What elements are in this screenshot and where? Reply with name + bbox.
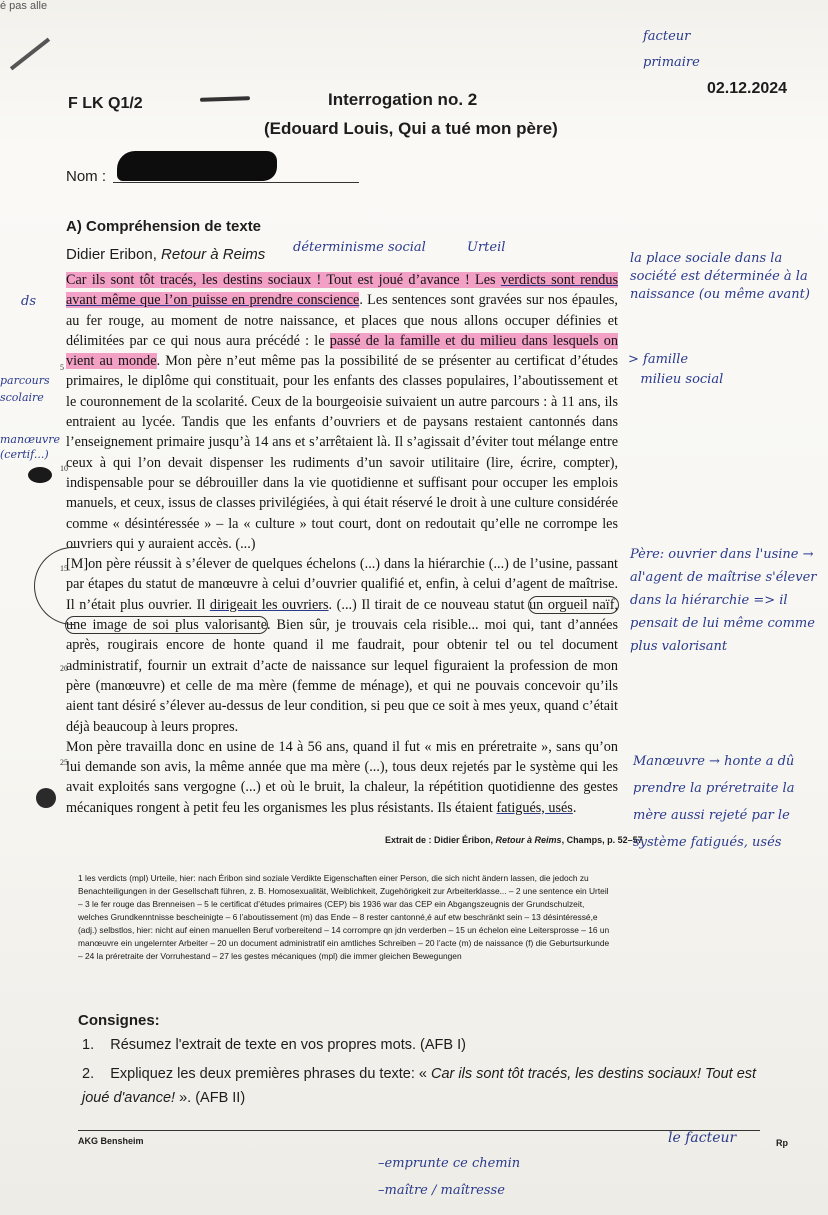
page-title: Interrogation no. 2 xyxy=(328,90,478,109)
vocabulary-notes: 1 les verdicts (mpl) Urteile, hier: nach Éribon sind soziale Verdikte Eigenschaften einer Person, die sich nicht ändern lassen, die jedoch zu Benachteiligungen in der Gesellschaft führen, z. B. Homosexualität, Weiblichkeit, Zugehörigkeit zur Arbeiterklasse... – 2 une sentence ein Urteil – 3 le fer rouge das Brenneisen – 5 le certificat d’études primaires (CEP) bis 1936 war das CEP ein Abgangszeugnis der Grundschulzeit, welches Grundkenntnisse bescheinigte – 6 l’aboutissement (m) das Ende – 8 rester cantonné,é auf etw beschränkt sein – 13 désintéressé,e (adj.) selbstlos, hier: nicht auf einen manuellen Beruf vorbereitend – 14 corrompre qn jdn verderben – 15 un échelon eine Leitersprosse – 16 un manœuvre ein ungelernter Arbeiter – 20 un document administratif ein amtliches Schreiben – 20 l’acte (m) de naissance (f) die Geburtsurkunde – 24 la préretraite der Vorruhestand – 27 les gestes mécaniques (mpl) die immer gleichen Bewegungen xyxy=(78,873,610,961)
punch-hole-icon xyxy=(28,467,52,483)
instruction-1: 1. Résumez l'extrait de texte en vos propres mots. (AFB I) xyxy=(82,1037,466,1053)
page-subtitle: (Edouard Louis, Qui a tué mon père) xyxy=(264,119,558,138)
handwritten-note: > famille milieu social xyxy=(628,352,724,387)
handwritten-note: parcours scolaire xyxy=(0,374,50,404)
top-edge-text: é pas alle xyxy=(0,0,48,12)
line-number: 5 xyxy=(60,363,64,372)
handwritten-note: Urteil xyxy=(467,240,506,255)
school-name: AKG Bensheim xyxy=(78,1136,144,1146)
pen-dash-mark xyxy=(200,96,250,102)
name-label: Nom : xyxy=(66,168,107,185)
handwritten-note: manœuvre (certif...) xyxy=(0,433,61,461)
footer-initials: Rp xyxy=(776,1138,788,1148)
punch-hole-icon xyxy=(36,788,56,808)
line-number: 25 xyxy=(60,758,68,767)
line-number: 20 xyxy=(60,664,68,673)
exam-date: 02.12.2024 xyxy=(707,80,788,97)
handwritten-note: la place sociale dans la société est déterminée à la naissance (ou même avant) xyxy=(630,251,810,302)
instruction-2: 2. Expliquez les deux premières phrases du texte: « Car ils sont tôt tracés, les destins sociaux! Tout est joué d'avance! ». (AFB II) xyxy=(82,1066,757,1106)
handwritten-note: le facteur xyxy=(668,1130,737,1146)
handwritten-note: déterminisme social xyxy=(293,240,426,255)
paragraph-1: Car ils sont tôt tracés, les destins sociaux ! Tout est joué d’avance ! Les verdicts sont rendus avant même que l’on puisse en prendre conscience. Les sentences sont gravées sur nos épaules, au fer rouge, au moment de notre naissance, et places que nous allons occuper définies et délimitées par ce qui nous aura précédé : le passé de la famille et du milieu dans lesquels on vient au monde. Mon père n’eut même pas la possibilité de se présenter au certificat d’études primaires, le diplôme qui constituait, pour les enfants des classes populaires, l’aboutissement et le couronnement de la scolarité. Ceux de la bourgeoisie suivaient un autre parcours : à 11 ans, ils entraient au lycée. Tandis que les enfants d’ouvriers et de paysans restaient cantonnés dans l’enseignement primaire jusqu’à 14 ans et s’arrêtaient là. Il s’agissait d’éviter tout mélange entre ceux à qui l’on devait dispenser les rudiments d’un savoir utilitaire (lire, écrire, compter), indispensable pour se débrouiller dans la vie quotidienne et suffisant pour occuper les emplois manuels, et ceux, issus de classes privilégiées, à qui était réservé le droit à une culture considérée comme « désintéressée » – la « culture » tout court, dont on redoutait qu’elle ne corrompe les ouvriers qui y auraient accès. (...) xyxy=(66,272,618,552)
handwritten-note: Manœuvre → honte a dû prendre la préretraite la mère aussi rejeté par le système fatigués, usés xyxy=(633,754,795,850)
pen-mark xyxy=(10,38,50,71)
source-author: Didier Eribon, Retour à Reims xyxy=(66,246,266,263)
extract-text xyxy=(66,270,618,818)
paragraph-2: [M]on père réussit à s’élever de quelques échelons (...) dans la hiérarchie (...) de l’usine, passant par étapes du statut de manœuvre à celui d’ouvrier qualifié et, enfin, à celui d’agent de maîtrise. Il n’était plus ouvrier. Il dirigeait les ouvriers. (...) Il tirait de ce nouveau statut un orgueil naïf, une image de soi plus valorisante. Bien sûr, je trouvais cela risible... moi qui, tant d’années après, rougirais encore de honte quand il me faudrait, pour obtenir tel ou tel document administratif, fournir un extrait d’acte de naissance sur lequel figuraient la profession de mon père (manœuvre) et celle de ma mère (femme de ménage), et qui ne pouvais concevoir qu’ils aient tant désiré s’élever au-dessus de leur condition, si peu que ce soit à mes yeux, quand c’était déjà beaucoup à leurs propres. xyxy=(66,556,618,735)
redacted-name xyxy=(117,151,277,181)
handwritten-note: facteur primaire xyxy=(643,29,700,70)
handwritten-note: ds xyxy=(21,294,36,309)
course-code: F LK Q1/2 xyxy=(68,95,143,112)
margin-bracket xyxy=(34,547,75,625)
instructions-heading: Consignes: xyxy=(78,1012,160,1029)
footer-rule xyxy=(78,1130,760,1131)
line-number: 10 xyxy=(60,464,68,473)
name-field-line xyxy=(113,182,359,183)
section-heading: A) Compréhension de texte xyxy=(66,218,262,235)
handwritten-note: –emprunte ce chemin –maître / maîtresse xyxy=(378,1156,521,1198)
paragraph-3: Mon père travailla donc en usine de 14 à 56 ans, quand il fut « mis en préretraite », sans qu’on lui demande son avis, la même année que ma mère (...), tous deux rejetés par le système qui les avait exploités sans vergogne (...) et où le bruit, la chaleur, la répétition quotidienne des gestes mécaniques rongent à petit feu les organismes les plus résistants. Ils étaient fatigués, usés. xyxy=(66,738,618,816)
handwritten-note: Père: ouvrier dans l'usine → al'agent de maîtrise s'élever dans la hiérarchie => il pensait de lui même comme plus valorisant xyxy=(630,547,817,654)
source-citation: Extrait de : Didier Éribon, Retour à Reims, Champs, p. 52–57 xyxy=(385,835,643,845)
line-number: 15 xyxy=(60,564,68,573)
